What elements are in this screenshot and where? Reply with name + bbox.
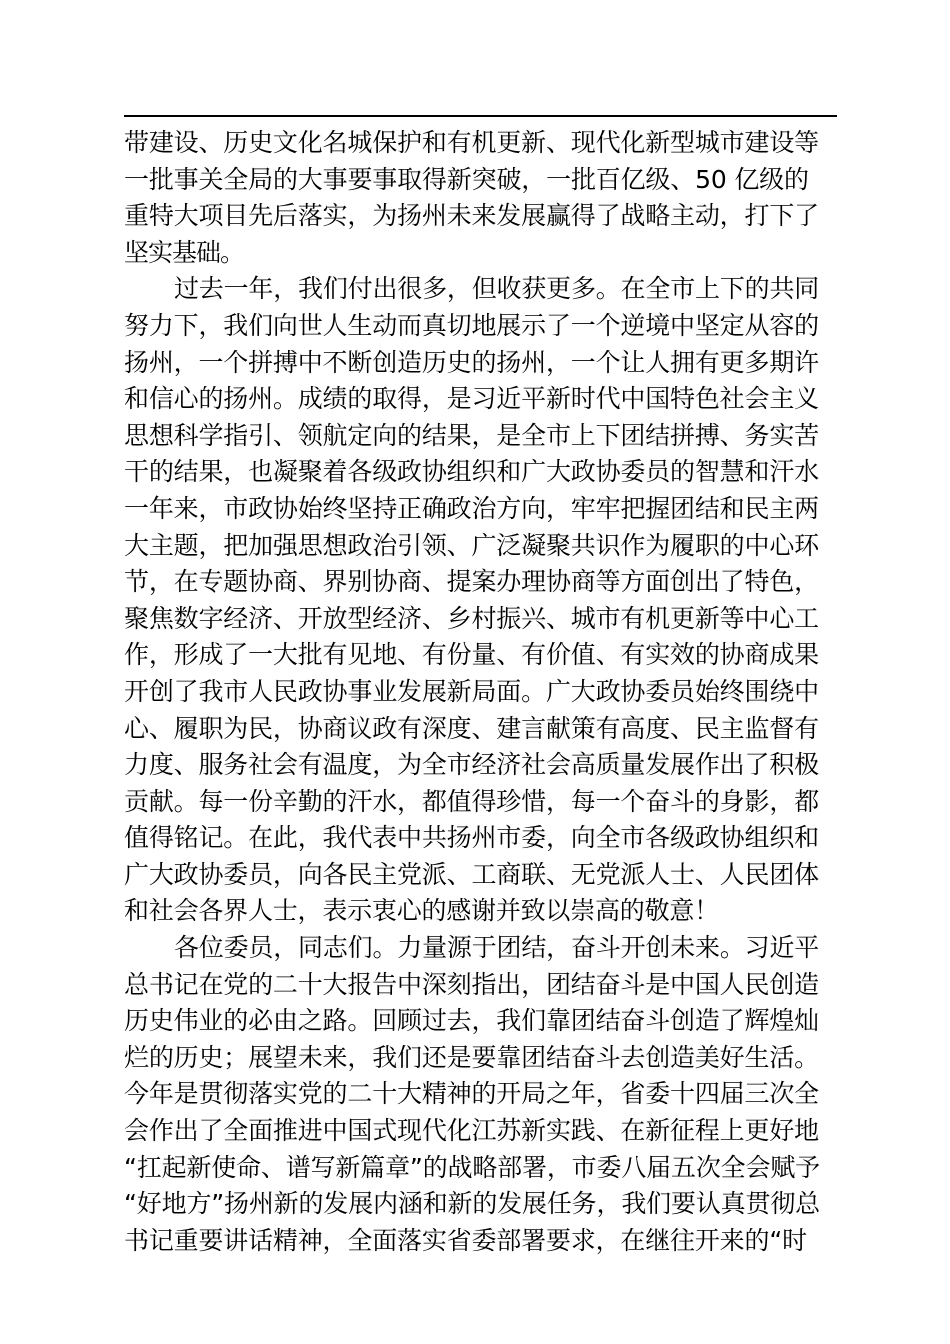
text-line: 各位委员，同志们。力量源于团结，奋斗开创未来。习近平 — [174, 933, 820, 963]
text-line: “扛起新使命、谱写新篇章”的战略部署，市委八届五次全会赋予 — [124, 1152, 820, 1182]
text-line: 干的结果，也凝聚着各级政协组织和广大政协委员的智慧和汗水 — [124, 457, 819, 487]
text-line: 大主题，把加强思想政治引领、广泛凝聚共识作为履职的中心环 — [124, 530, 819, 560]
text-line: 和社会各界人士，表示衷心的感谢并致以崇高的敬意！ — [124, 896, 719, 926]
text-line: 一年来，市政协始终坚持正确政治方向，牢牢把握团结和民主两 — [124, 493, 819, 523]
text-line: 书记重要讲话精神，全面落实省委部署要求，在继往开来的“时 — [124, 1225, 807, 1255]
text-line: 扬州，一个拼搏中不断创造历史的扬州，一个让人拥有更多期许 — [124, 347, 819, 377]
header-rule — [124, 115, 837, 117]
text-line: 作，形成了一大批有见地、有份量、有价值、有实效的协商成果 — [124, 640, 819, 670]
text-line: 重特大项目先后落实，为扬州未来发展赢得了战略主动，打下了 — [124, 201, 819, 231]
text-line: 过去一年，我们付出很多，但收获更多。在全市上下的共同 — [174, 274, 820, 304]
text-line: 值得铭记。在此，我代表中共扬州市委，向全市各级政协组织和 — [124, 823, 819, 853]
text-line: 历史伟业的必由之路。回顾过去，我们靠团结奋斗创造了辉煌灿 — [124, 1006, 819, 1036]
text-line: 今年是贯彻落实党的二十大精神的开局之年，省委十四届三次全 — [124, 1079, 819, 1109]
text-line: 坚实基础。 — [124, 237, 245, 267]
text-line: 一批事关全局的大事要事取得新突破，一批百亿级、50 亿级的 — [124, 164, 809, 194]
body-text — [124, 125, 844, 1259]
text-line: 努力下，我们向世人生动而真切地展示了一个逆境中坚定从容的 — [124, 310, 819, 340]
text-line: 总书记在党的二十大报告中深刻指出，团结奋斗是中国人民创造 — [124, 969, 819, 999]
text-line: 思想科学指引、领航定向的结果，是全市上下团结拼搏、务实苦 — [124, 420, 819, 450]
text-line: 贡献。每一份辛勤的汗水，都值得珍惜，每一个奋斗的身影，都 — [124, 786, 819, 816]
text-line: 带建设、历史文化名城保护和有机更新、现代化新型城市建设等 — [124, 128, 819, 157]
text-line: 开创了我市人民政协事业发展新局面。广大政协委员始终围绕中 — [124, 676, 819, 706]
text-line: 会作出了全面推进中国式现代化江苏新实践、在新征程上更好地 — [124, 1116, 819, 1146]
text-line: 和信心的扬州。成绩的取得，是习近平新时代中国特色社会主义 — [124, 384, 819, 414]
text-line: 广大政协委员，向各民主党派、工商联、无党派人士、人民团体 — [124, 859, 819, 889]
text-line: “好地方”扬州新的发展内涵和新的发展任务，我们要认真贯彻总 — [124, 1189, 820, 1219]
text-line: 烂的历史；展望未来，我们还是要靠团结奋斗去创造美好生活。 — [124, 1042, 819, 1072]
text-line: 节，在专题协商、界别协商、提案办理协商等方面创出了特色， — [124, 567, 819, 597]
text-line: 聚焦数字经济、开放型经济、乡村振兴、城市有机更新等中心工 — [124, 603, 819, 633]
text-line: 心、履职为民，协商议政有深度、建言献策有高度、民主监督有 — [124, 713, 819, 743]
text-line: 力度、服务社会有温度，为全市经济社会高质量发展作出了积极 — [124, 750, 819, 780]
